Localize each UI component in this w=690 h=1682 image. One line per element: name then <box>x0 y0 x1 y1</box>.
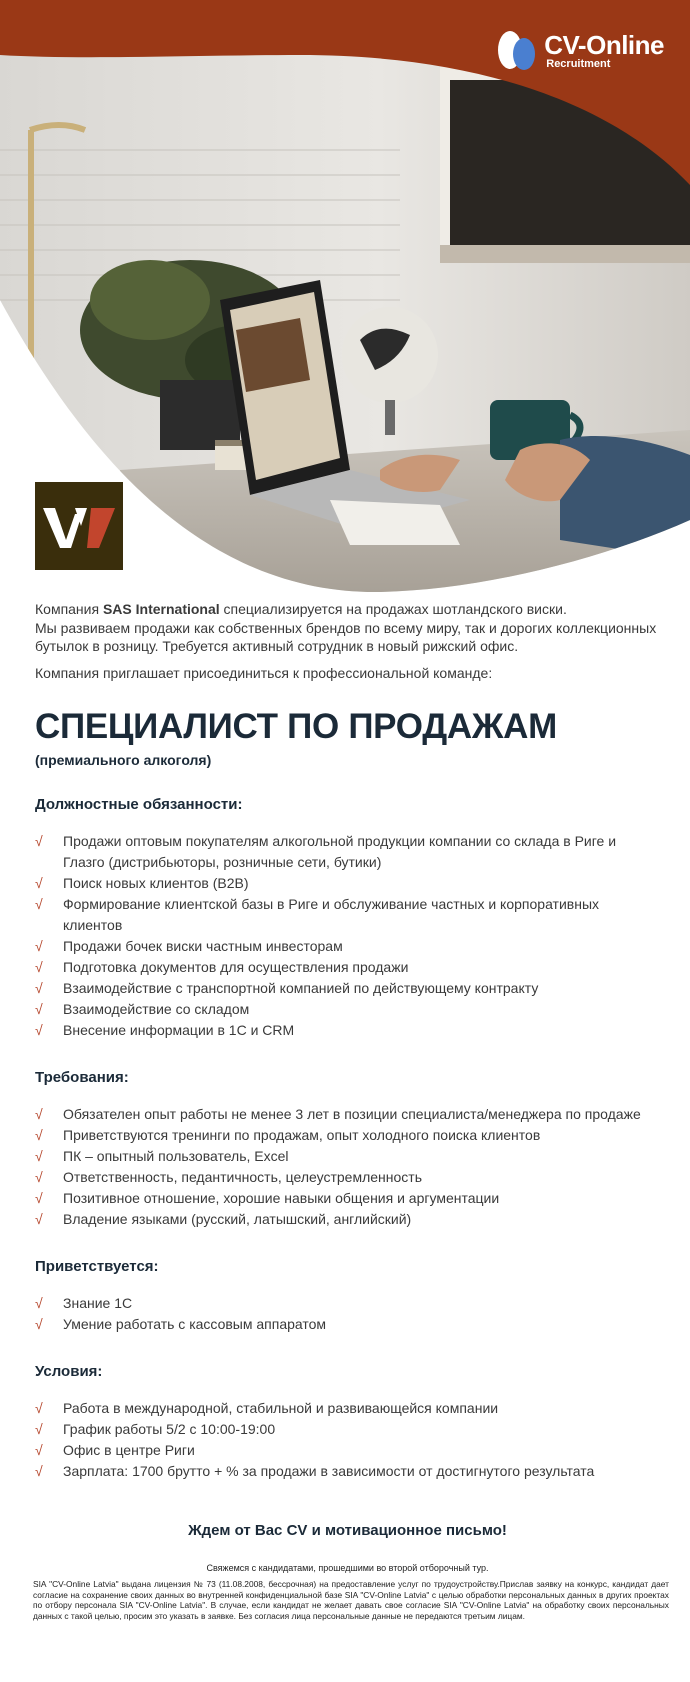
section-list <box>35 831 660 1041</box>
list-item <box>35 894 660 936</box>
list-item-text: Взаимодействие с транспортной компанией по действующему контракту <box>63 980 539 996</box>
intro-prefix: Компания <box>35 601 103 617</box>
checkmark-icon: √ <box>35 896 43 912</box>
checkmark-icon: √ <box>35 1022 43 1038</box>
intro-line-1 <box>35 600 660 619</box>
cv-online-logo <box>494 30 664 72</box>
section <box>35 796 660 1041</box>
brand-sub: Recruitment <box>546 58 611 70</box>
list-item <box>35 1461 660 1482</box>
checkmark-icon: √ <box>35 1463 43 1479</box>
checkmark-icon: √ <box>35 833 43 849</box>
list-item <box>35 1125 660 1146</box>
job-title: СПЕЦИАЛИСТ ПО ПРОДАЖАМ <box>35 707 558 746</box>
sections <box>35 796 660 1482</box>
section-heading: Требования: <box>35 1069 129 1086</box>
list-item <box>35 936 660 957</box>
checkmark-icon: √ <box>35 1400 43 1416</box>
section <box>35 1069 660 1230</box>
checkmark-icon: √ <box>35 875 43 891</box>
checkmark-icon: √ <box>35 1442 43 1458</box>
list-item <box>35 873 660 894</box>
footer-note: Свяжемся с кандидатами, прошедшими во второй отборочный тур. <box>206 1563 489 1573</box>
brand-name: CV-Online <box>544 30 664 60</box>
list-item-text: Внесение информации в 1С и CRM <box>63 1022 295 1038</box>
section-list <box>35 1398 660 1482</box>
intro-line-2: Мы развиваем продажи как собственных брендов по всему миру, так и дорогих коллекционных бутылок в розницу. Требуется активный сотрудник в новый рижский офис. <box>35 619 657 654</box>
job-subtitle: (премиального алкоголя) <box>35 752 212 768</box>
section <box>35 1363 660 1482</box>
list-item-text: Работа в международной, стабильной и развивающейся компании <box>63 1400 499 1416</box>
list-item-text: Продажи оптовым покупателям алкогольной продукции компании со склада в Риге и Глазго (дистрибьюторы, розничные сети, бутики) <box>63 833 617 870</box>
list-item <box>35 957 660 978</box>
checkmark-icon: √ <box>35 1148 43 1164</box>
w-logo-icon <box>35 482 123 570</box>
company-name: SAS International <box>102 601 220 617</box>
checkmark-icon: √ <box>35 1211 43 1227</box>
list-item-text: ПК – опытный пользователь, Excel <box>63 1148 289 1164</box>
vacancy-content <box>33 600 669 1621</box>
list-item-text: Владение языками (русский, латышский, английский) <box>63 1211 412 1227</box>
list-item <box>35 1104 660 1125</box>
section-heading: Должностные обязанности: <box>35 796 243 813</box>
intro-line-1-rest: специализируется на продажах шотландского виски. <box>219 601 567 617</box>
list-item-text: Ответственность, педантичность, целеустремленность <box>63 1169 422 1185</box>
list-item-text: Поиск новых клиентов (B2B) <box>63 875 249 891</box>
section <box>35 1258 660 1335</box>
list-item-text: Обязателен опыт работы не менее 3 лет в позиции специалиста/менеджера по продаже <box>63 1106 641 1122</box>
checkmark-icon: √ <box>35 1190 43 1206</box>
checkmark-icon: √ <box>35 1421 43 1437</box>
list-item-text: Приветствуются тренинги по продажам, опыт холодного поиска клиентов <box>63 1127 541 1143</box>
list-item-text: Продажи бочек виски частным инвесторам <box>63 938 343 954</box>
list-item <box>35 831 660 873</box>
intro <box>35 600 660 682</box>
cv-online-mark-icon <box>494 30 540 72</box>
checkmark-icon: √ <box>35 980 43 996</box>
checkmark-icon: √ <box>35 1295 43 1311</box>
list-item-text: Умение работать с кассовым аппаратом <box>63 1316 327 1332</box>
list-item-text: Взаимодействие со складом <box>63 1001 250 1017</box>
checkmark-icon: √ <box>35 1106 43 1122</box>
section-heading: Условия: <box>35 1363 103 1380</box>
section-list <box>35 1293 660 1335</box>
checkmark-icon: √ <box>35 1127 43 1143</box>
sas-international-w-logo <box>35 482 123 570</box>
section-list <box>35 1104 660 1230</box>
checkmark-icon: √ <box>35 938 43 954</box>
list-item <box>35 1188 660 1209</box>
list-item <box>35 1440 660 1461</box>
footer-legal: SIA "CV-Online Latvia" выдана лицензия № 73 (11.08.2008, бессрочная) на предоставление услуг по трудоустройству.Прислав заявку на конкурс, кандидат дает согласие на сохранение своих данных во внутренней конфиденциальной базе SIA "CV-Online Latvia" с целью обработки персональных данных в других проектах по отбору персонала SIA "CV-Online Latvia". В случае, если кандидат не желает давать свое согласие SIA "CV-Online Latvia" на обработку своих персональных данных с такой целью, просим это указать в заявке. Без согласия лица персональные данные не передаются третьим лицам. <box>33 1579 669 1621</box>
list-item-text: Зарплата: 1700 брутто + % за продажи в зависимости от достигнутого результата <box>63 1463 595 1479</box>
intro-invite: Компания приглашает присоединиться к профессиональной команде: <box>35 664 493 681</box>
list-item-text: Знание 1С <box>63 1295 133 1311</box>
closing-text: Ждем от Вас CV и мотивационное письмо! <box>188 1522 507 1539</box>
list-item <box>35 1020 660 1041</box>
list-item-text: Офис в центре Риги <box>63 1442 195 1458</box>
list-item <box>35 1146 660 1167</box>
list-item <box>35 999 660 1020</box>
list-item <box>35 1419 660 1440</box>
list-item-text: График работы 5/2 с 10:00-19:00 <box>63 1421 276 1437</box>
list-item <box>35 1209 660 1230</box>
list-item <box>35 978 660 999</box>
list-item-text: Позитивное отношение, хорошие навыки общения и аргументации <box>63 1190 500 1206</box>
section-heading: Приветствуется: <box>35 1258 159 1275</box>
checkmark-icon: √ <box>35 1001 43 1017</box>
list-item <box>35 1293 660 1314</box>
list-item-text: Подготовка документов для осуществления продажи <box>63 959 409 975</box>
list-item-text: Формирование клиентской базы в Риге и обслуживание частных и корпоративных клиентов <box>63 896 600 933</box>
list-item <box>35 1314 660 1335</box>
checkmark-icon: √ <box>35 1169 43 1185</box>
list-item <box>35 1167 660 1188</box>
checkmark-icon: √ <box>35 959 43 975</box>
list-item <box>35 1398 660 1419</box>
checkmark-icon: √ <box>35 1316 43 1332</box>
